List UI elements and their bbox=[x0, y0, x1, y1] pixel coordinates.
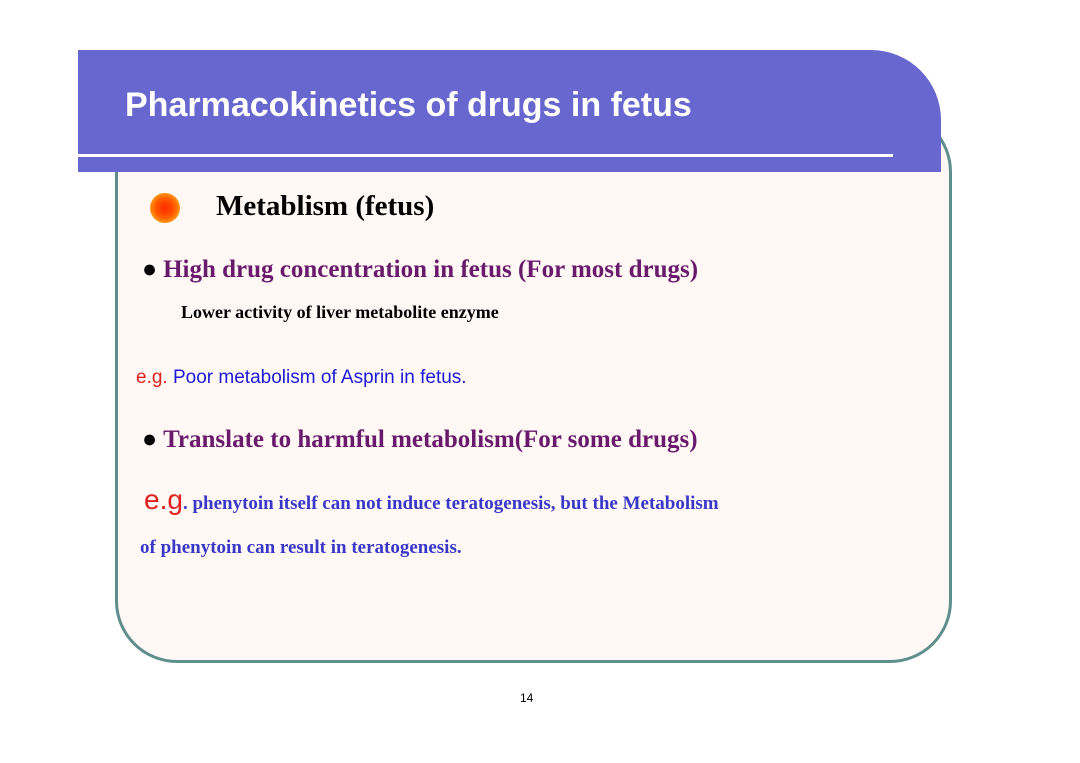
title-underline bbox=[78, 154, 893, 157]
example-2-prefix: e.g bbox=[144, 484, 183, 515]
example-2-line-1: . phenytoin itself can not induce teratogenesis, but the Metabolism bbox=[182, 493, 719, 514]
black-dot-icon: ● bbox=[142, 426, 158, 453]
example-2-line-2: of phenytoin can result in teratogenesis. bbox=[140, 537, 462, 558]
example-1 bbox=[136, 367, 467, 389]
bullet-1-note: Lower activity of liver metabolite enzyme bbox=[181, 302, 499, 322]
orange-sphere-icon bbox=[150, 193, 180, 223]
section-heading: Metablism (fetus) bbox=[216, 190, 435, 222]
example-2 bbox=[144, 484, 719, 516]
black-dot-icon: ● bbox=[142, 256, 158, 283]
page-number: 14 bbox=[520, 691, 534, 705]
bullet-2-text: Translate to harmful metabolism(For some drugs) bbox=[163, 426, 698, 453]
bullet-item-2 bbox=[142, 426, 698, 454]
example-1-prefix: e.g. bbox=[136, 367, 168, 388]
bullet-item-1 bbox=[142, 256, 698, 284]
bullet-1-text: High drug concentration in fetus (For most drugs) bbox=[163, 256, 699, 283]
slide-title: Pharmacokinetics of drugs in fetus bbox=[125, 86, 692, 124]
example-1-text: Poor metabolism of Asprin in fetus. bbox=[167, 367, 467, 388]
